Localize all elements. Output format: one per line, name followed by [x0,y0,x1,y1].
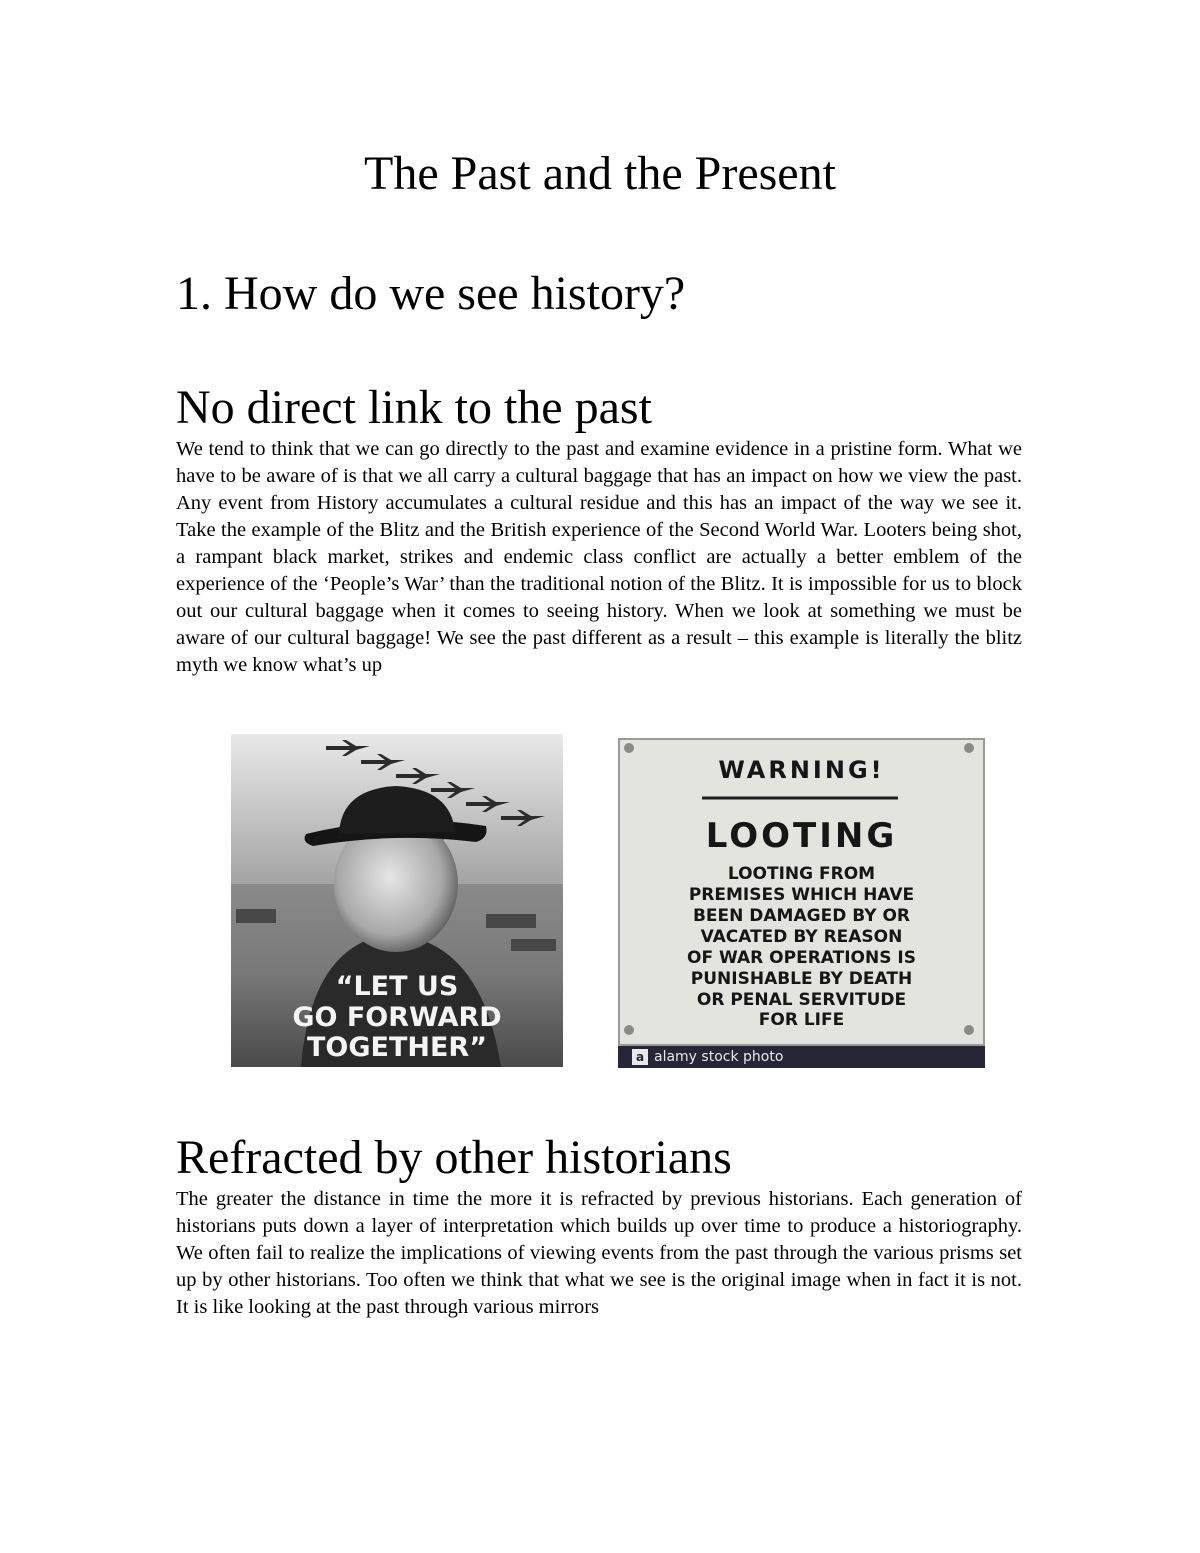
section-body-refracted: The greater the distance in time the more it is refracted by previous historians. Each generation of historians puts down a layer of interpretation which builds up over time to produce a historiography. We often fail to realize the implications of viewing events from the past through the various prisms set up by other historians. Too often we think that what we see is the original image when in fact it is not. It is like looking at the past through various mirrors [176,1188,1022,1318]
sign-line-1: LOOTING FROM [727,864,876,884]
watermark-bar [618,1046,985,1068]
sign-line-7: OR PENAL SERVITUDE [696,990,907,1010]
sign-line-8: FOR LIFE [758,1010,845,1030]
poster-line-2: GO FORWARD [292,1002,502,1033]
section-heading-refracted: Refracted by other historians [176,1131,732,1184]
sign-line-5: OF WAR OPERATIONS IS [687,948,916,968]
poster-line-1: “LET US [335,971,459,1002]
churchill-poster-image [231,734,563,1067]
alamy-logo-icon: a [632,1049,648,1065]
section-heading-direct-link: No direct link to the past [176,381,652,434]
sign-heading: WARNING! [718,756,885,784]
sign-line-2: PREMISES WHICH HAVE [688,885,915,905]
sign-line-6: PUNISHABLE BY DEATH [690,969,913,989]
question-heading: 1. How do we see history? [176,267,686,320]
poster-line-3: TOGETHER” [307,1032,487,1063]
sign-line-4: VACATED BY REASON [700,927,903,947]
looting-sign-image [618,738,985,1068]
sign-title: LOOTING [705,816,898,856]
watermark-text: alamy stock photo [654,1049,784,1065]
document-title: The Past and the Present [364,147,836,200]
sign-line-3: BEEN DAMAGED BY OR [692,906,911,926]
poster-illustration [231,734,563,1067]
sign-plate [618,738,985,1046]
section-body-direct-link: We tend to think that we can go directly to the past and examine evidence in a pristine form. What we have to be aware of is that we all carry a cultural baggage that has an impact on how we view the past. Any event from History accumulates a cultural residue and this has an impact of the way we see it. Take the example of the Blitz and the British experience of the Second World War. Looters being shot, a rampant black market, strikes and endemic class conflict are actually a better emblem of the experience of the ‘People’s War’ than the traditional notion of the Blitz. It is impossible for us to block out our cultural baggage when it comes to seeing history. When we look at something we must be aware of our cultural baggage! We see the past different as a result – this example is literally the blitz myth we know what’s up [176,438,1022,676]
